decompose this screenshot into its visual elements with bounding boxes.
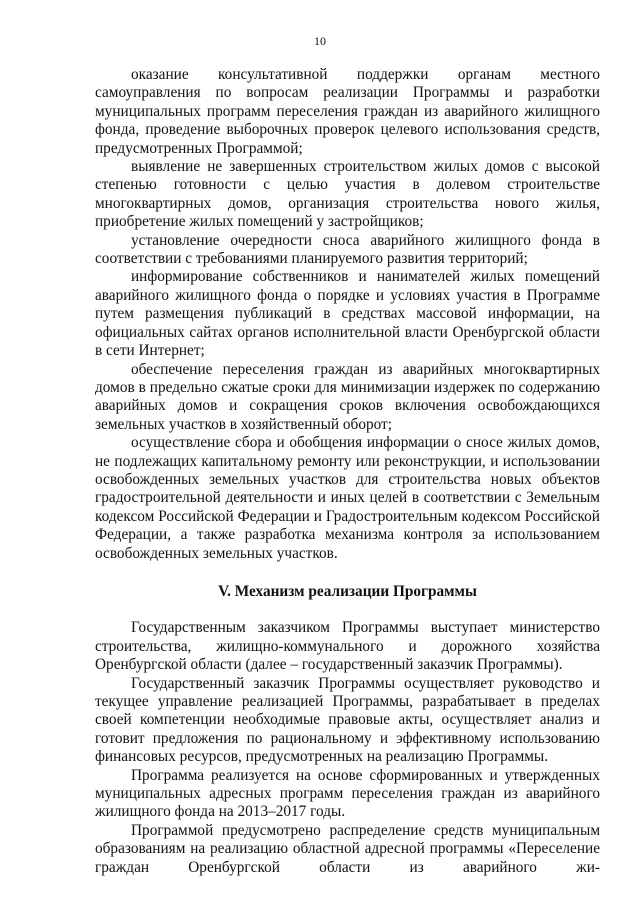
document-body (95, 66, 600, 877)
section-paragraph: Государственный заказчик Программы осуществляет руководство и текущее управление реализацией Программы, разрабатывает в пределах своей компетенции необходимые правовые акты, осуществляет анализ и готовит предложения по рациональному и эффективному использованию финансовых ресурсов, предусмотренных на реализацию Программы. (95, 674, 600, 766)
list-item: выявление не завершенных строительством жилых домов с высокой степенью готовности с целью участия в долевом строительстве многоквартирных домов, организация строительства нового жилья, приобретение жилых помещений у застройщиков; (95, 158, 600, 231)
section-paragraph: Государственным заказчиком Программы выступает министерство строительства, жилищно-коммунального и дорожного хозяйства Оренбургской области (далее – государственный заказчик Программы). (95, 619, 600, 674)
section-paragraph: Программой предусмотрено распределение средств муниципальным образованиям на реализацию областной адресной программы «Переселение граждан Оренбургской области из аварийного жи- (95, 821, 600, 876)
list-item: информирование собственников и нанимателей жилых помещений аварийного жилищного фонда о порядке и условиях участия в Программе путем размещения публикаций в средствах массовой информации, на официальных сайтах органов исполнительной власти Оренбургской области в сети Интернет; (95, 268, 600, 360)
list-item: оказание консультативной поддержки органам местного самоуправления по вопросам реализации Программы и разработки муниципальных программ переселения граждан из аварийного жилищного фонда, проведение выборочных проверок целевого использования средств, предусмотренных Программой; (95, 66, 600, 157)
list-item: осуществление сбора и обобщения информации о сносе жилых домов, не подлежащих капитальному ремонту или реконструкции, и использовании освобожденных земельных участков для строительства новых объектов градостроительной деятельности и иных целей в соответствии с Земельным кодексом Российской Федерации и Градостроительным кодексом Российской Федерации, а также разработка механизма контроля за использованием освобожденных земельных участков. (95, 434, 600, 562)
section-heading: V. Механизм реализации Программы (218, 582, 477, 600)
list-item: установление очередности сноса аварийного жилищного фонда в соответствии с требованиями планируемого развития территорий; (95, 231, 600, 268)
list-item: обеспечение переселения граждан из аварийных многоквартирных домов в предельно сжатые сроки для минимизации издержек по содержанию аварийных домов и сокращения сроков включения освобождающихся земельных участков в хозяйственный оборот; (95, 360, 600, 433)
page-number: 10 (314, 34, 326, 48)
section-paragraph: Программа реализуется на основе сформированных и утвержденных муниципальных адресных программ переселения граждан из аварийного жилищного фонда на 2013–2017 годы. (95, 766, 600, 821)
